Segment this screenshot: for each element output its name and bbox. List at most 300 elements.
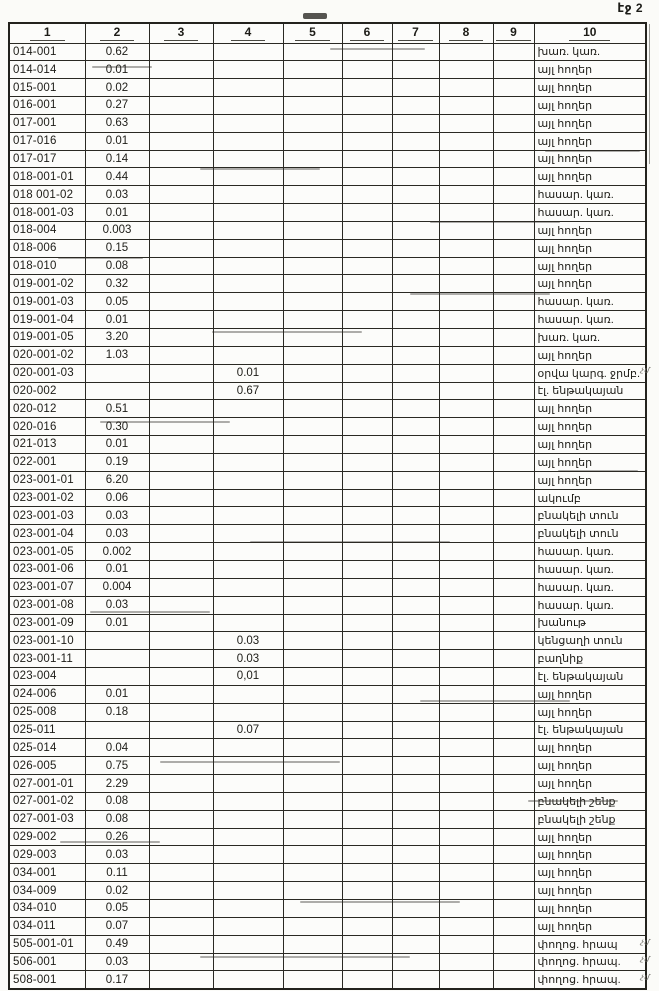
scan-edge-line — [649, 24, 650, 164]
cell-value — [493, 525, 534, 543]
table-row — [9, 239, 646, 257]
cell-value — [493, 650, 534, 668]
cell-value — [149, 257, 213, 275]
cell-land-use: այլ հողեր — [534, 864, 646, 882]
cell-value — [392, 846, 439, 864]
cell-value — [493, 703, 534, 721]
cell-value — [493, 560, 534, 578]
cell-value — [439, 168, 493, 186]
cell-value — [283, 543, 342, 561]
cell-parcel-code: 019-001-04 — [9, 311, 85, 329]
cell-value — [213, 543, 283, 561]
cell-parcel-code: 023-001-05 — [9, 543, 85, 561]
table-row — [9, 453, 646, 471]
cell-value — [439, 775, 493, 793]
cell-value — [493, 43, 534, 61]
cell-value — [213, 61, 283, 79]
cell-value — [149, 614, 213, 632]
cell-value — [283, 150, 342, 168]
cell-land-use: բնակելի տուն — [534, 525, 646, 543]
cell-value — [342, 792, 392, 810]
cell-value — [213, 329, 283, 347]
cell-value — [149, 810, 213, 828]
cell-land-use: այլ հողեր — [534, 132, 646, 150]
cell-parcel-code: 023-001-01 — [9, 471, 85, 489]
cell-value — [283, 846, 342, 864]
cell-parcel-code: 017-001 — [9, 114, 85, 132]
cell-value — [283, 757, 342, 775]
cell-value: 3.20 — [85, 329, 149, 347]
cell-value — [342, 971, 392, 989]
cell-land-use: փողոց. հրապ — [534, 935, 646, 953]
cell-value — [342, 150, 392, 168]
cell-value — [342, 810, 392, 828]
cell-value: 0.15 — [85, 239, 149, 257]
cell-parcel-code: 023-001-04 — [9, 525, 85, 543]
cell-value — [439, 650, 493, 668]
cell-parcel-code: 018-004 — [9, 221, 85, 239]
cell-parcel-code: 505-001-01 — [9, 935, 85, 953]
cell-value — [392, 453, 439, 471]
cell-value — [283, 614, 342, 632]
cell-value — [283, 810, 342, 828]
cell-parcel-code: 025-008 — [9, 703, 85, 721]
cell-value — [283, 79, 342, 97]
cell-value — [149, 507, 213, 525]
cell-value — [493, 346, 534, 364]
cell-value — [213, 739, 283, 757]
cell-value — [439, 578, 493, 596]
cell-value — [342, 436, 392, 454]
cell-value — [149, 560, 213, 578]
cell-value: 0.06 — [85, 489, 149, 507]
cell-value — [493, 382, 534, 400]
table-row — [9, 882, 646, 900]
cell-value — [439, 97, 493, 115]
cell-land-use: հասար. կառ. — [534, 311, 646, 329]
cell-value — [213, 882, 283, 900]
cell-value — [213, 293, 283, 311]
cell-parcel-code: 017-016 — [9, 132, 85, 150]
cell-value — [342, 703, 392, 721]
cell-value — [213, 400, 283, 418]
cell-value — [392, 436, 439, 454]
cell-parcel-code: 025-014 — [9, 739, 85, 757]
cell-value — [149, 525, 213, 543]
cell-value — [149, 221, 213, 239]
cell-value — [213, 525, 283, 543]
cell-value — [439, 329, 493, 347]
table-row — [9, 650, 646, 668]
cell-value — [213, 97, 283, 115]
table-row — [9, 204, 646, 222]
cell-value: 0.02 — [85, 882, 149, 900]
cell-value — [149, 668, 213, 686]
cell-value — [283, 43, 342, 61]
cell-value — [342, 828, 392, 846]
cell-value — [149, 293, 213, 311]
cell-value — [342, 614, 392, 632]
cell-value — [493, 311, 534, 329]
cell-value — [149, 953, 213, 971]
cell-value — [85, 668, 149, 686]
cell-value — [283, 739, 342, 757]
cell-value — [213, 186, 283, 204]
cell-value — [213, 168, 283, 186]
cell-value: 0.05 — [85, 900, 149, 918]
table-row — [9, 329, 646, 347]
cell-value — [342, 525, 392, 543]
cell-value — [439, 43, 493, 61]
cell-value — [392, 792, 439, 810]
cell-value — [283, 721, 342, 739]
cell-value — [283, 632, 342, 650]
cell-parcel-code: 020-001-02 — [9, 346, 85, 364]
cell-value: 0.62 — [85, 43, 149, 61]
cell-value — [493, 614, 534, 632]
cell-value — [439, 400, 493, 418]
table-row — [9, 846, 646, 864]
cell-parcel-code: 023-001-06 — [9, 560, 85, 578]
cell-value: 0.67 — [213, 382, 283, 400]
cell-value — [439, 525, 493, 543]
cell-value — [149, 739, 213, 757]
cell-land-use: այլ հողեր — [534, 846, 646, 864]
cell-value — [213, 596, 283, 614]
cell-value — [149, 721, 213, 739]
handwritten-margin-note: չմ — [640, 364, 651, 376]
cell-value — [342, 775, 392, 793]
cell-land-use: բաղնիք — [534, 650, 646, 668]
cell-value — [392, 578, 439, 596]
table-row — [9, 311, 646, 329]
cell-value — [149, 650, 213, 668]
cell-value — [392, 882, 439, 900]
cell-value — [493, 828, 534, 846]
cell-value — [392, 650, 439, 668]
cell-value — [213, 275, 283, 293]
cell-value — [439, 846, 493, 864]
cell-value — [342, 239, 392, 257]
cell-value — [342, 757, 392, 775]
cell-land-use: փողոց. հրապ. — [534, 953, 646, 971]
table-row — [9, 346, 646, 364]
cell-value — [392, 525, 439, 543]
cell-value — [493, 257, 534, 275]
cell-value — [342, 507, 392, 525]
table-row — [9, 596, 646, 614]
cell-land-use: այլ հողեր — [534, 453, 646, 471]
cell-value — [439, 721, 493, 739]
cell-value — [283, 489, 342, 507]
cell-value — [283, 471, 342, 489]
cell-value — [493, 632, 534, 650]
cell-parcel-code: 023-001-11 — [9, 650, 85, 668]
cell-value — [149, 828, 213, 846]
cell-value — [342, 578, 392, 596]
cell-value — [149, 471, 213, 489]
table-row — [9, 775, 646, 793]
cell-value — [283, 668, 342, 686]
cell-value — [439, 311, 493, 329]
cell-value: 2.29 — [85, 775, 149, 793]
cell-value — [493, 935, 534, 953]
cell-land-use: այլ հողեր — [534, 61, 646, 79]
cell-value — [493, 97, 534, 115]
cell-value: 0.07 — [85, 917, 149, 935]
land-parcel-table — [8, 22, 647, 990]
cell-value — [283, 453, 342, 471]
cell-value — [392, 900, 439, 918]
cell-value — [283, 882, 342, 900]
cell-value — [213, 578, 283, 596]
handwritten-margin-note: չմ — [640, 971, 651, 983]
cell-value — [392, 810, 439, 828]
cell-parcel-code: 023-001-02 — [9, 489, 85, 507]
cell-value — [493, 471, 534, 489]
cell-value — [283, 186, 342, 204]
scan-smudge — [303, 13, 327, 19]
cell-value — [342, 668, 392, 686]
cell-value — [149, 239, 213, 257]
table-row — [9, 471, 646, 489]
cell-value — [342, 204, 392, 222]
cell-value — [213, 453, 283, 471]
table-row — [9, 685, 646, 703]
cell-value: 0.01 — [85, 204, 149, 222]
cell-value — [392, 150, 439, 168]
cell-value — [213, 828, 283, 846]
cell-value: 0.002 — [85, 543, 149, 561]
cell-parcel-code: 020-001-03 — [9, 364, 85, 382]
cell-value — [342, 917, 392, 935]
table-row — [9, 828, 646, 846]
cell-value — [149, 132, 213, 150]
cell-value — [149, 329, 213, 347]
cell-value — [283, 221, 342, 239]
cell-value — [439, 685, 493, 703]
cell-parcel-code: 506-001 — [9, 953, 85, 971]
cell-value — [439, 132, 493, 150]
cell-value — [342, 632, 392, 650]
cell-value — [392, 346, 439, 364]
cell-parcel-code: 019-001-02 — [9, 275, 85, 293]
cell-value — [342, 953, 392, 971]
cell-land-use: օրվա կարգ. ջրմբ. — [534, 364, 646, 382]
cell-value — [283, 578, 342, 596]
table-row — [9, 97, 646, 115]
cell-value — [439, 560, 493, 578]
cell-value — [493, 436, 534, 454]
cell-parcel-code: 018-006 — [9, 239, 85, 257]
cell-value — [342, 935, 392, 953]
cell-value — [439, 882, 493, 900]
cell-value — [493, 364, 534, 382]
cell-value — [392, 186, 439, 204]
cell-value — [439, 953, 493, 971]
cell-value — [439, 703, 493, 721]
cell-value — [283, 917, 342, 935]
cell-value — [493, 204, 534, 222]
cell-parcel-code: 027-001-03 — [9, 810, 85, 828]
cell-value — [342, 650, 392, 668]
cell-parcel-code: 034-009 — [9, 882, 85, 900]
cell-value — [439, 61, 493, 79]
cell-land-use: այլ հողեր — [534, 775, 646, 793]
column-header: 3 — [149, 23, 213, 43]
cell-value — [392, 543, 439, 561]
cell-value — [283, 257, 342, 275]
table-row — [9, 560, 646, 578]
cell-value — [392, 507, 439, 525]
cell-value — [342, 543, 392, 561]
cell-value — [392, 311, 439, 329]
cell-value — [213, 43, 283, 61]
cell-value — [493, 864, 534, 882]
cell-land-use: հասար. կառ. — [534, 596, 646, 614]
cell-value — [493, 971, 534, 989]
cell-value — [149, 43, 213, 61]
cell-parcel-code: 025-011 — [9, 721, 85, 739]
cell-parcel-code: 020-016 — [9, 418, 85, 436]
table-row — [9, 168, 646, 186]
page-number-label: էջ 2 — [617, 1, 643, 15]
cell-value — [283, 685, 342, 703]
cell-value — [149, 935, 213, 953]
cell-value — [342, 418, 392, 436]
cell-value — [439, 917, 493, 935]
cell-value — [342, 114, 392, 132]
cell-value — [213, 257, 283, 275]
cell-value — [439, 186, 493, 204]
cell-value: 0.75 — [85, 757, 149, 775]
cell-value — [283, 329, 342, 347]
cell-value: 0.03 — [85, 953, 149, 971]
table-row — [9, 382, 646, 400]
cell-land-use: հասար. կառ. — [534, 186, 646, 204]
cell-value: 0.01 — [85, 685, 149, 703]
cell-parcel-code: 022-001 — [9, 453, 85, 471]
cell-value — [283, 311, 342, 329]
cell-value — [149, 489, 213, 507]
cell-value — [493, 186, 534, 204]
cell-value — [149, 168, 213, 186]
cell-value — [392, 596, 439, 614]
cell-value — [439, 418, 493, 436]
cell-value — [213, 507, 283, 525]
cell-value — [149, 79, 213, 97]
cell-value — [149, 61, 213, 79]
table-row — [9, 739, 646, 757]
cell-value — [213, 846, 283, 864]
cell-value — [493, 882, 534, 900]
cell-value — [283, 953, 342, 971]
cell-value — [342, 132, 392, 150]
cell-value — [439, 79, 493, 97]
cell-parcel-code: 018-010 — [9, 257, 85, 275]
cell-value — [283, 364, 342, 382]
cell-value — [149, 900, 213, 918]
handwritten-margin-note: չմ — [640, 936, 651, 947]
cell-value: 0.02 — [85, 79, 149, 97]
cell-value — [213, 917, 283, 935]
cell-value — [342, 900, 392, 918]
cell-value — [213, 757, 283, 775]
cell-value: 0.14 — [85, 150, 149, 168]
column-header: 7 — [392, 23, 439, 43]
cell-land-use: էլ. ենթակայան — [534, 668, 646, 686]
cell-value: 0.03 — [85, 596, 149, 614]
cell-value — [283, 346, 342, 364]
cell-value — [493, 114, 534, 132]
cell-land-use: այլ հողեր — [534, 739, 646, 757]
cell-value: 0.51 — [85, 400, 149, 418]
table-row — [9, 507, 646, 525]
cell-parcel-code: 023-001-10 — [9, 632, 85, 650]
cell-value — [149, 204, 213, 222]
cell-value — [213, 418, 283, 436]
cell-value — [342, 471, 392, 489]
cell-value: 0.01 — [85, 614, 149, 632]
cell-value: 0.03 — [85, 507, 149, 525]
cell-value — [439, 864, 493, 882]
cell-value — [149, 400, 213, 418]
cell-value — [392, 221, 439, 239]
cell-value — [439, 828, 493, 846]
cell-value: 0.19 — [85, 453, 149, 471]
cell-value: 0.44 — [85, 168, 149, 186]
cell-value — [439, 150, 493, 168]
cell-value — [283, 900, 342, 918]
cell-value — [342, 346, 392, 364]
cell-value — [342, 329, 392, 347]
cell-value — [392, 721, 439, 739]
cell-value — [439, 935, 493, 953]
cell-value: 0.05 — [85, 293, 149, 311]
table-row — [9, 900, 646, 918]
cell-value — [439, 471, 493, 489]
cell-value — [392, 329, 439, 347]
cell-value — [213, 132, 283, 150]
cell-value — [392, 275, 439, 293]
cell-parcel-code: 020-012 — [9, 400, 85, 418]
table-row — [9, 257, 646, 275]
cell-value — [493, 900, 534, 918]
cell-value — [439, 257, 493, 275]
cell-value — [342, 293, 392, 311]
cell-value — [493, 418, 534, 436]
cell-value — [149, 150, 213, 168]
cell-value: 0.03 — [213, 632, 283, 650]
cell-value — [283, 971, 342, 989]
cell-parcel-code: 027-001-02 — [9, 792, 85, 810]
cell-parcel-code: 019-001-03 — [9, 293, 85, 311]
cell-value — [283, 400, 342, 418]
cell-value: 0.04 — [85, 739, 149, 757]
cell-value: 0.26 — [85, 828, 149, 846]
cell-value — [342, 489, 392, 507]
table-row — [9, 275, 646, 293]
cell-value — [149, 917, 213, 935]
cell-land-use: այլ հողեր — [534, 828, 646, 846]
cell-value — [342, 168, 392, 186]
cell-value — [392, 43, 439, 61]
cell-value: 0.01 — [213, 364, 283, 382]
cell-value — [283, 864, 342, 882]
cell-value — [283, 775, 342, 793]
table-row — [9, 489, 646, 507]
cell-value — [283, 935, 342, 953]
